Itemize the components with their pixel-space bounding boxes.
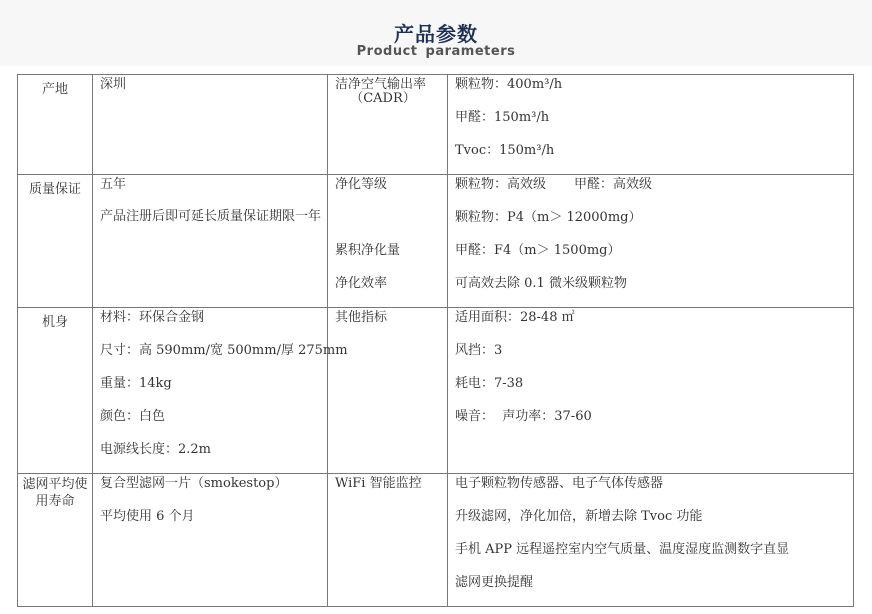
- value-line: 滤网更换提醒: [455, 575, 534, 590]
- sub-label-cell: [328, 75, 448, 175]
- value-line: 可高效去除 0.1 微米级颗粒物: [455, 276, 627, 291]
- value-cell: [93, 308, 348, 474]
- row-label-cell: [18, 308, 93, 474]
- value-line: [448, 175, 853, 208]
- sub-label: 净化等级: [335, 177, 388, 192]
- value-cell: [448, 75, 854, 175]
- value-line: 手机 APP 远程遥控室内空气质量、温度湿度监测数字直显: [455, 542, 790, 557]
- value-cell: [448, 175, 854, 308]
- value-line: 升级滤网，净化加倍，新增去除 Tvoc 功能: [455, 509, 703, 524]
- row-label: 机身: [41, 315, 68, 330]
- sub-label: 洁净空气输出率: [335, 77, 427, 92]
- value-line: 深圳: [100, 77, 127, 92]
- value-line: 产品注册后即可延长质量保证期限一年: [100, 209, 322, 224]
- sub-label: 累积净化量: [335, 243, 401, 258]
- row-label-cell: [18, 75, 93, 175]
- value-cell: [93, 175, 328, 308]
- value-cell: [448, 308, 854, 474]
- table-row: [18, 474, 854, 607]
- value-line: Tvoc：150m³/h: [455, 143, 555, 158]
- sub-label: 净化效率: [335, 276, 388, 291]
- sub-label-cell: [328, 175, 448, 308]
- sub-label: 其他指标: [335, 310, 388, 325]
- value-cell: [448, 474, 854, 607]
- spacer: [328, 208, 447, 241]
- row-label: 质量保证: [28, 182, 81, 197]
- sub-label-note: （CADR）: [350, 91, 416, 106]
- page-subtitle: Product parameters: [356, 44, 516, 59]
- value-cell: [93, 474, 328, 607]
- value-line: 颗粒物：400m³/h: [455, 77, 563, 92]
- value-line: 电子颗粒物传感器、电子气体传感器: [455, 476, 664, 491]
- row-label-cell: [18, 175, 93, 308]
- grade-particle: 颗粒物：高效级: [455, 177, 547, 192]
- sub-label-cell: [328, 308, 448, 474]
- value-line: 材料：环保合金钢: [100, 310, 205, 325]
- table-row: [18, 308, 854, 474]
- value-line: 颜色：白色: [100, 409, 166, 424]
- value-line: 复合型滤网一片（smokestop）: [100, 476, 288, 491]
- value-line: 重量：14kg: [100, 376, 172, 391]
- table-row: [18, 175, 854, 308]
- value-line: 尺寸：高 590mm/宽 500mm/厚 275mm: [100, 343, 348, 358]
- row-label: 滤网平均使用寿命: [22, 477, 88, 509]
- value-line: 电源线长度：2.2m: [100, 442, 212, 457]
- value-line: 耗电：7-38: [455, 376, 524, 391]
- row-label: 产地: [41, 82, 68, 97]
- value-line: 平均使用 6 个月: [100, 509, 195, 524]
- table-row: [18, 75, 854, 175]
- value-cell: [93, 75, 328, 175]
- value-line: 噪音： 声功率：37-60: [455, 409, 592, 424]
- value-line: 五年: [100, 177, 127, 192]
- value-line: 风挡：3: [455, 343, 503, 358]
- value-line: 甲醛：150m³/h: [455, 110, 550, 125]
- value-line: 适用面积：28-48 ㎡: [455, 310, 575, 325]
- parameters-table: [17, 74, 854, 607]
- sub-label: WiFi 智能监控: [335, 476, 422, 491]
- row-label-cell: [18, 474, 93, 607]
- sub-label-cell: [328, 474, 448, 607]
- value-line: 颗粒物：P4（m＞ 12000mg）: [455, 210, 642, 225]
- value-line: 甲醛：F4（m＞ 1500mg）: [455, 243, 621, 258]
- grade-formaldehyde: 甲醛：高效级: [574, 177, 653, 192]
- page-title: 产品参数: [394, 22, 478, 46]
